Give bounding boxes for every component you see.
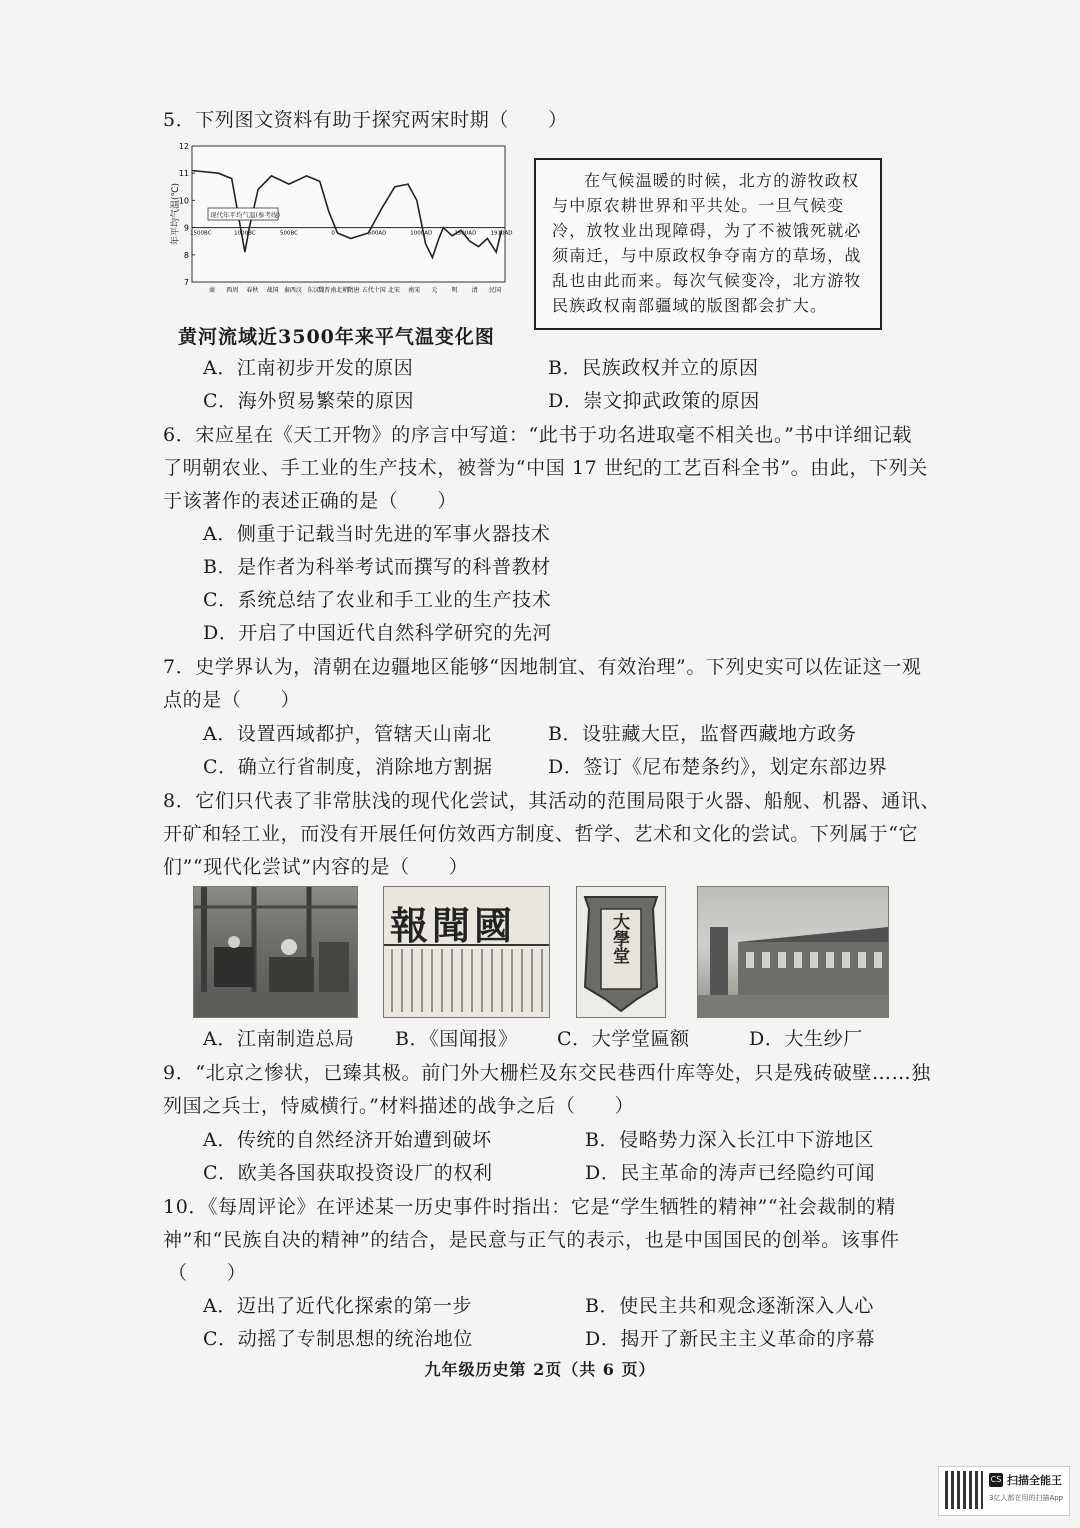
q9-option-c: C．欧美各国获取投资设厂的权利 <box>203 1162 493 1184</box>
q6-option-b: B．是作者为科举考试而撰写的科普教材 <box>203 556 551 578</box>
page-footer: 九年级历史第 2页（共 6 页） <box>424 1360 656 1379</box>
x-tick-label: 1000AD <box>410 230 433 237</box>
q7-option-a: A．设置西域都护，管辖天山南北 <box>203 723 492 745</box>
period-label: 隋唐 <box>347 287 360 294</box>
q6-option-d: D．开启了中国近代自然科学研究的先河 <box>203 622 553 644</box>
y-tick-label: 7 <box>183 278 189 287</box>
q5-option-d: D．崇文抑武政策的原因 <box>548 390 760 412</box>
q6-line-1: 6．宋应星在《天工开物》的序言中写道：“此书于功名进取毫不相关也。”书中详细记载 <box>163 424 913 446</box>
camscanner-badge <box>938 1466 1070 1516</box>
period-label: 战国 <box>266 287 279 294</box>
q7-line-1: 7．史学界认为，清朝在边疆地区能够“因地制宜、有效治理”。下列史实可以佐证这一观 <box>163 656 922 678</box>
q7-line-2: 点的是（ ） <box>163 689 301 711</box>
chart-y-label: 年平均气温(℃) <box>171 182 181 246</box>
camscanner-logo-icon: CS <box>989 1473 1003 1487</box>
x-tick-label: 1500BC <box>190 230 212 237</box>
chart-legend <box>208 208 280 220</box>
q9-option-a: A．传统的自然经济开始遭到破坏 <box>203 1129 492 1151</box>
x-tick-label: 500BC <box>279 230 298 237</box>
x-tick-label: 1910AD <box>490 230 513 237</box>
y-tick-label: 8 <box>183 250 189 260</box>
q10-option-d: D．揭开了新民主主义革命的序幕 <box>585 1328 876 1350</box>
x-tick-label: 0 <box>331 230 335 237</box>
q8-line-3: 们”“现代化尝试”内容的是（ ） <box>163 856 469 878</box>
q10-line-2: 神”和“民族自决的精神”的结合，是民意与正气的表示，也是中国国民的创举。该事件 <box>163 1229 900 1251</box>
q6-line-3: 于该著作的表述正确的是（ ） <box>163 490 458 512</box>
q7-option-c: C．确立行省制度，消除地方割据 <box>203 756 493 778</box>
q8-option-d: D．大生纱厂 <box>749 1028 863 1050</box>
q8-line-2: 开矿和轻工业，而没有开展任何仿效西方制度、哲学、艺术和文化的尝试。下列属于“它 <box>163 823 919 845</box>
period-label: 元 <box>431 287 438 294</box>
temperature-chart <box>170 140 515 320</box>
photo-daxuetang-plaque <box>576 886 666 1018</box>
period-label: 南宋 <box>408 287 421 294</box>
y-tick-label: 9 <box>183 223 189 233</box>
plaque-text: 大學堂 <box>609 913 629 964</box>
q8-option-a: A．江南制造总局 <box>203 1028 355 1050</box>
y-tick-label: 12 <box>178 142 189 151</box>
period-label: 春秋 <box>246 287 259 294</box>
x-tick-label: 1500AD <box>454 230 477 237</box>
period-label: 西周 <box>226 287 239 294</box>
photo-jiangnan-arsenal <box>193 886 358 1018</box>
q9-line-1: 9．“北京之惨状，已臻其极。前门外大栅栏及东交民巷西什库等处，只是残砖破壁……独 <box>163 1062 931 1084</box>
x-tick-label: 1000BC <box>234 230 256 237</box>
svg-text:现代年平均气温(参考线): 现代年平均气温(参考线) <box>210 211 281 219</box>
period-label: 明 <box>451 287 458 294</box>
period-label: 北宋 <box>387 287 400 294</box>
q10-option-a: A．迈出了近代化探索的第一步 <box>203 1295 473 1317</box>
q10-line-1: 10．《每周评论》在评述某一历史事件时指出：它是“学生牺牲的精神”“社会裁制的精 <box>163 1196 896 1218</box>
period-label: 秦西汉 <box>283 287 302 294</box>
q10-option-c: C．动摇了专制思想的统治地位 <box>203 1328 473 1350</box>
q8-option-c: C．大学堂匾额 <box>557 1028 690 1050</box>
q9-option-b: B．侵略势力深入长江中下游地区 <box>585 1129 874 1151</box>
q10-option-b: B．使民主共和观念逐渐深入人心 <box>585 1295 874 1317</box>
newspaper-title: 報聞國 <box>390 903 517 948</box>
x-tick-label: 500AD <box>367 230 387 237</box>
q8-option-b: B．《国闻报》 <box>395 1028 518 1050</box>
period-label: 五代十国 <box>361 287 386 294</box>
q6-option-c: C．系统总结了农业和手工业的生产技术 <box>203 589 552 611</box>
chart-caption: 黄河流域近3500年来平气温变化图 <box>178 326 495 348</box>
q6-option-a: A．侧重于记载当时先进的军事火器技术 <box>203 523 551 545</box>
chart-period-labels <box>209 286 501 294</box>
q5-option-b: B．民族政权并立的原因 <box>548 357 759 379</box>
q5-option-a: A．江南初步开发的原因 <box>203 357 414 379</box>
q5-stem: 5．下列图文资料有助于探究两宋时期（ ） <box>163 109 568 131</box>
period-label: 民国 <box>488 287 502 294</box>
q9-option-d: D．民主革命的涛声已经隐约可闻 <box>585 1162 876 1184</box>
photo-dasheng-mill <box>697 886 889 1018</box>
quote-box <box>534 158 882 330</box>
period-label: 清 <box>471 287 478 294</box>
badge-subtitle: 3亿人都在用的扫描App <box>989 1494 1064 1502</box>
q10-line-3: （ ） <box>168 1262 247 1284</box>
q5-option-c: C．海外贸易繁荣的原因 <box>203 390 415 412</box>
period-label: 东汉 <box>307 287 320 294</box>
period-label: 商 <box>208 287 216 294</box>
badge-title: 扫描全能王 <box>1007 1474 1062 1487</box>
q6-line-2: 了明朝农业、手工业的生产技术，被誉为“中国 17 世纪的工艺百科全书”。由此，下列关 <box>163 457 928 479</box>
q7-option-d: D．签订《尼布楚条约》，划定东部边界 <box>548 756 888 778</box>
period-label: 魏晋南北朝 <box>318 287 349 294</box>
quote-text: 在气候温暖的时候，北方的游牧政权与中原农耕世界和平共处。一旦气候变冷，放牧业出现障碍，为了不被饿死就必须南迁，与中原政权争夺南方的草场，战乱也由此而来。每次气候变冷，北方游牧民族政权南部疆域的版图都会扩大。 <box>552 171 862 315</box>
q7-option-b: B．设驻藏大臣，监督西藏地方政务 <box>548 723 857 745</box>
y-tick-label: 11 <box>178 169 189 179</box>
photo-guowenbao <box>383 886 550 1018</box>
q9-line-2: 列国之兵士，恃威横行。”材料描述的战争之后（ ） <box>163 1095 635 1117</box>
y-tick-label: 10 <box>178 196 189 206</box>
qr-code-icon <box>945 1471 983 1509</box>
q8-line-1: 8．它们只代表了非常肤浅的现代化尝试，其活动的范围局限于火器、船舰、机器、通讯、 <box>163 790 941 812</box>
